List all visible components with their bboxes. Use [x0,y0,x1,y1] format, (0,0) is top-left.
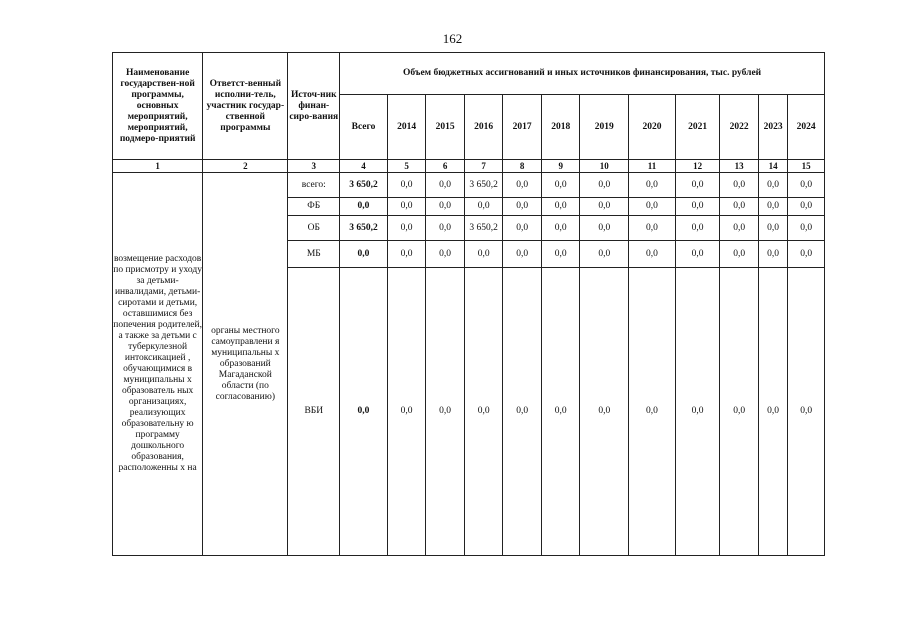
total-value: 0,0 [340,268,388,556]
year-value: 0,0 [720,216,759,241]
header-source: Источ-ник финан-сиро-вания [288,53,340,160]
year-value: 0,0 [503,241,542,268]
year-value: 0,0 [758,268,787,556]
funding-source: МБ [288,241,340,268]
header-total: Всего [340,95,388,160]
header-year: 2016 [464,95,503,160]
year-value: 0,0 [675,173,720,198]
header-year: 2023 [758,95,787,160]
column-number: 14 [758,160,787,173]
year-value: 0,0 [629,241,676,268]
year-value: 0,0 [387,173,426,198]
year-value: 0,0 [720,241,759,268]
year-value: 0,0 [503,198,542,216]
year-value: 0,0 [387,241,426,268]
year-value: 0,0 [675,268,720,556]
funding-source: ФБ [288,198,340,216]
column-number: 8 [503,160,542,173]
year-value: 0,0 [629,198,676,216]
column-number: 4 [340,160,388,173]
year-value: 0,0 [675,198,720,216]
year-value: 3 650,2 [464,173,503,198]
year-value: 0,0 [788,268,825,556]
total-value: 0,0 [340,241,388,268]
header-year: 2024 [788,95,825,160]
header-year: 2020 [629,95,676,160]
column-number: 5 [387,160,426,173]
header-funding-volume: Объем бюджетных ассигнований и иных источников финансирования, тыс. рублей [340,53,825,95]
funding-source: всего: [288,173,340,198]
year-value: 0,0 [464,241,503,268]
year-value: 0,0 [464,198,503,216]
header-year: 2014 [387,95,426,160]
year-value: 0,0 [720,173,759,198]
column-number: 15 [788,160,825,173]
funding-source: ВБИ [288,268,340,556]
column-number: 6 [426,160,465,173]
year-value: 0,0 [503,216,542,241]
column-number: 11 [629,160,676,173]
header-year: 2019 [580,95,629,160]
total-value: 3 650,2 [340,173,388,198]
year-value: 0,0 [541,268,580,556]
total-value: 0,0 [340,198,388,216]
column-number: 13 [720,160,759,173]
header-year: 2018 [541,95,580,160]
year-value: 0,0 [675,216,720,241]
responsible-executor: органы местного самоуправлени я муниципальны х образований Магаданской области (по согласованию) [203,173,288,556]
column-number: 7 [464,160,503,173]
column-number: 9 [541,160,580,173]
header-program-name: Наименование государствен-ной программы, основных мероприятий, мероприятий, подмеро-приятий [113,53,203,160]
year-value: 0,0 [541,241,580,268]
header-year: 2022 [720,95,759,160]
year-value: 0,0 [580,173,629,198]
year-value: 0,0 [426,216,465,241]
year-value: 3 650,2 [464,216,503,241]
budget-table [112,52,825,556]
year-value: 0,0 [426,173,465,198]
year-value: 0,0 [629,268,676,556]
year-value: 0,0 [758,173,787,198]
page-number: 162 [442,31,463,46]
year-value: 0,0 [629,216,676,241]
year-value: 0,0 [675,241,720,268]
year-value: 0,0 [387,198,426,216]
year-value: 0,0 [788,241,825,268]
year-value: 0,0 [387,268,426,556]
column-number-row [113,160,825,173]
year-value: 0,0 [629,173,676,198]
column-number: 10 [580,160,629,173]
header-year: 2017 [503,95,542,160]
year-value: 0,0 [426,241,465,268]
year-value: 0,0 [758,241,787,268]
year-value: 0,0 [788,216,825,241]
header-year: 2021 [675,95,720,160]
year-value: 0,0 [720,268,759,556]
year-value: 0,0 [541,198,580,216]
column-number: 1 [113,160,203,173]
table-row [113,173,825,198]
funding-source: ОБ [288,216,340,241]
header-year: 2015 [426,95,465,160]
year-value: 0,0 [580,268,629,556]
year-value: 0,0 [541,173,580,198]
year-value: 0,0 [580,216,629,241]
year-value: 0,0 [464,268,503,556]
year-value: 0,0 [580,198,629,216]
year-value: 0,0 [426,268,465,556]
year-value: 0,0 [788,173,825,198]
column-number: 3 [288,160,340,173]
year-value: 0,0 [758,216,787,241]
year-value: 0,0 [387,216,426,241]
year-value: 0,0 [788,198,825,216]
activity-description: возмещение расходов по присмотру и уходу за детьми-инвалидами, детьми-сиротами и детьми, оставшимися без попечения родителей, а также за детьми с туберкулезной интоксикацией , обучающимися в муниципальны х образователь ных организациях, реализующих образовательну ю программу дошкольного образования, расположенны х на [113,173,203,556]
year-value: 0,0 [503,173,542,198]
year-value: 0,0 [426,198,465,216]
year-value: 0,0 [720,198,759,216]
column-number: 2 [203,160,288,173]
year-value: 0,0 [580,241,629,268]
year-value: 0,0 [541,216,580,241]
year-value: 0,0 [758,198,787,216]
total-value: 3 650,2 [340,216,388,241]
column-number: 12 [675,160,720,173]
header-responsible: Ответст-венный исполни-тель, участник государ-ственной программы [203,53,288,160]
year-value: 0,0 [503,268,542,556]
